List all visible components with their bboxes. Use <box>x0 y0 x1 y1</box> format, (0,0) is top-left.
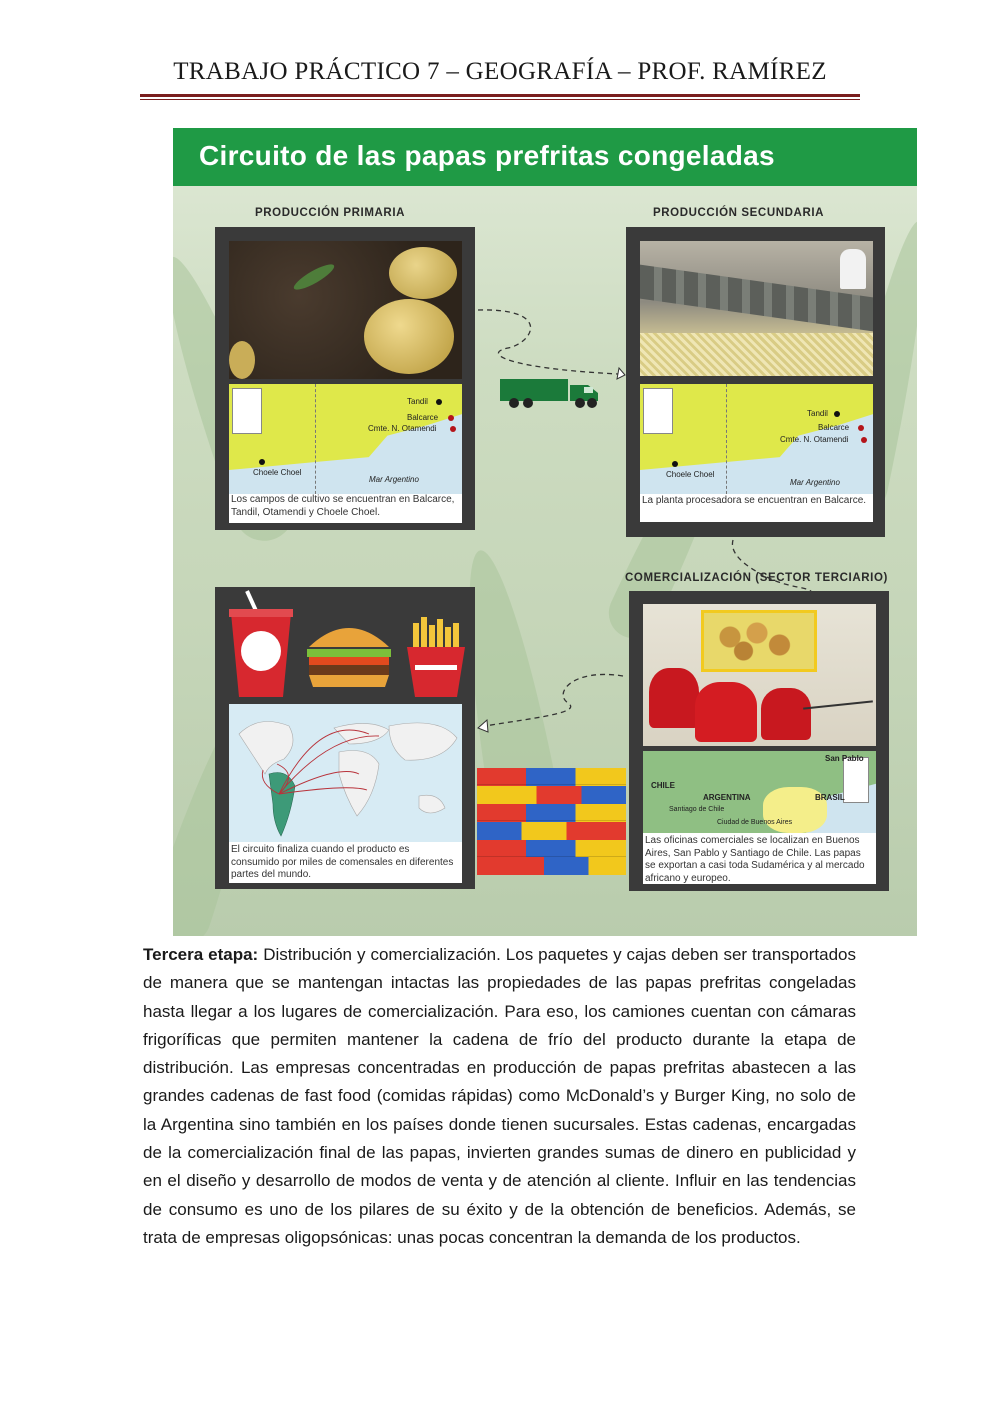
potato-field-photo <box>229 241 462 379</box>
label-secondary-production: PRODUCCIÓN SECUNDARIA <box>653 207 825 219</box>
arrow-tertiary-to-consumption <box>485 674 623 726</box>
processing-plant-photo <box>640 241 873 376</box>
caption-primary: Los campos de cultivo se encuentran en Balcarce, Tandil, Otamendi y Choele Choel. <box>231 494 455 518</box>
place-chile: CHILE <box>651 781 675 790</box>
panel-tertiary-sector <box>629 591 889 891</box>
container-row <box>477 786 626 804</box>
header-divider <box>140 94 860 97</box>
map-inset <box>232 388 262 434</box>
place-san-pablo: San Pablo <box>825 754 864 763</box>
commercial-office-photo <box>643 604 876 746</box>
potato-poster <box>701 610 817 672</box>
map-boundary <box>315 384 317 494</box>
infographic-figure <box>173 128 917 936</box>
container-row <box>477 822 626 840</box>
place-santiago: Santiago de Chile <box>669 806 725 813</box>
potato-shape <box>364 299 454 374</box>
place-tandil: Tandil <box>407 397 428 406</box>
south-america-shape <box>269 773 295 837</box>
header-divider-thin <box>140 99 860 100</box>
place-dot <box>436 399 442 405</box>
potato-cluster <box>712 621 802 661</box>
arrow-primary-to-secondary <box>478 310 618 374</box>
label-tertiary-sector: COMERCIALIZACIÓN (SECTOR TERCIARIO) <box>625 572 888 584</box>
red-chair <box>761 688 811 740</box>
place-otamendi: Cmte. N. Otamendi <box>368 424 437 433</box>
place-dot <box>259 459 265 465</box>
potato-shape <box>389 247 457 299</box>
map-secondary <box>640 384 873 494</box>
label-primary-production: PRODUCCIÓN PRIMARIA <box>255 207 406 219</box>
arrow-head <box>478 720 488 732</box>
place-dot <box>448 415 454 421</box>
map-box-consumption <box>229 704 462 883</box>
burger-icon <box>309 628 389 647</box>
place-choele-choel: Choele Choel <box>253 468 302 477</box>
caption-secondary: La planta procesadora se encuentran en Balcarce. <box>642 495 867 506</box>
paragraph-lead: Tercera etapa: <box>143 945 259 964</box>
paragraph-text: Distribución y comercialización. Los paquetes y cajas deben ser transportados de manera que se mantengan intactas las propiedades de las papas prefritas congeladas hasta llegar a los lugares de comercialización. Para eso, los camiones cuentan con cámaras frigoríficas que permiten mantener la cadena de frío del producto durante la etapa de distribución. Las empresas concentradas en producción de papas prefritas abastecen a las grandes cadenas de fast food (comidas rápidas) como McDonald’s y Burger King, no solo de la Argentina sino también en los países donde tienen sucursales. Estas cadenas, encargadas de la comercialización final de las papas, invierten grandes sumas de dinero en publicidad y en el diseño y desarrollo de modos de venta y de atención al cliente. Influir en las tendencias de consumo es uno de los pilares de su éxito y de la obtención de beneficios. Además, se trata de empresas oligopsónicas: unas pocas concentran la demanda de los productos. <box>143 945 856 1247</box>
red-chair <box>695 682 757 742</box>
map-box-tertiary <box>643 751 876 884</box>
leaf-shape <box>291 260 337 293</box>
infographic-title: Circuito de las papas prefritas congeladas <box>199 140 775 171</box>
worker-shape <box>840 249 866 289</box>
conveyor-shape <box>640 265 873 332</box>
place-dot <box>858 425 864 431</box>
place-balcarce: Balcarce <box>407 413 439 422</box>
place-argentina: ARGENTINA <box>703 793 751 802</box>
container-row <box>477 857 626 875</box>
place-buenos-aires: Ciudad de Buenos Aires <box>717 819 793 826</box>
place-tandil: Tandil <box>807 409 828 418</box>
place-dot <box>672 461 678 467</box>
shipping-containers-image <box>477 768 626 875</box>
arrow-head <box>617 368 625 379</box>
panel-consumption <box>215 587 475 889</box>
truck-icon <box>500 377 602 409</box>
place-brasil: BRASIL <box>815 793 845 802</box>
world-map <box>229 704 462 842</box>
potato-shape <box>229 341 255 379</box>
page-header-title: TRABAJO PRÁCTICO 7 – GEOGRAFÍA – PROF. RAMÍREZ <box>173 58 827 85</box>
place-dot <box>834 411 840 417</box>
fast-food-icons <box>221 589 471 701</box>
red-chair <box>649 668 699 728</box>
panel-primary-production <box>215 227 475 530</box>
map-south-america <box>643 751 876 833</box>
map-box-secondary <box>640 384 873 522</box>
arrow-secondary-to-tertiary <box>732 540 813 596</box>
map-inset <box>643 388 673 434</box>
map-primary <box>229 384 462 494</box>
fries-shape <box>640 333 873 376</box>
map-boundary <box>726 384 728 494</box>
place-mar-argentino: Mar Argentino <box>790 478 840 487</box>
place-dot <box>450 426 456 432</box>
place-balcarce: Balcarce <box>818 423 850 432</box>
place-otamendi: Cmte. N. Otamendi <box>780 435 849 444</box>
place-choele-choel: Choele Choel <box>666 470 715 479</box>
wall-line <box>803 700 873 709</box>
caption-consumption: El circuito finaliza cuando el producto es consumido por miles de comensales en diferentes partes del mundo. <box>231 844 454 880</box>
panel-secondary-production <box>626 227 885 537</box>
map-box-primary <box>229 384 462 523</box>
place-dot <box>861 437 867 443</box>
place-mar-argentino: Mar Argentino <box>369 475 419 484</box>
map-inset <box>843 757 869 803</box>
body-paragraph <box>143 941 856 1252</box>
caption-tertiary: Las oficinas comerciales se localizan en Buenos Aires, San Pablo y Santiago de Chile. Las papas se exportan a casi toda Sudamérica y al mercado africano y europeo. <box>645 835 865 884</box>
